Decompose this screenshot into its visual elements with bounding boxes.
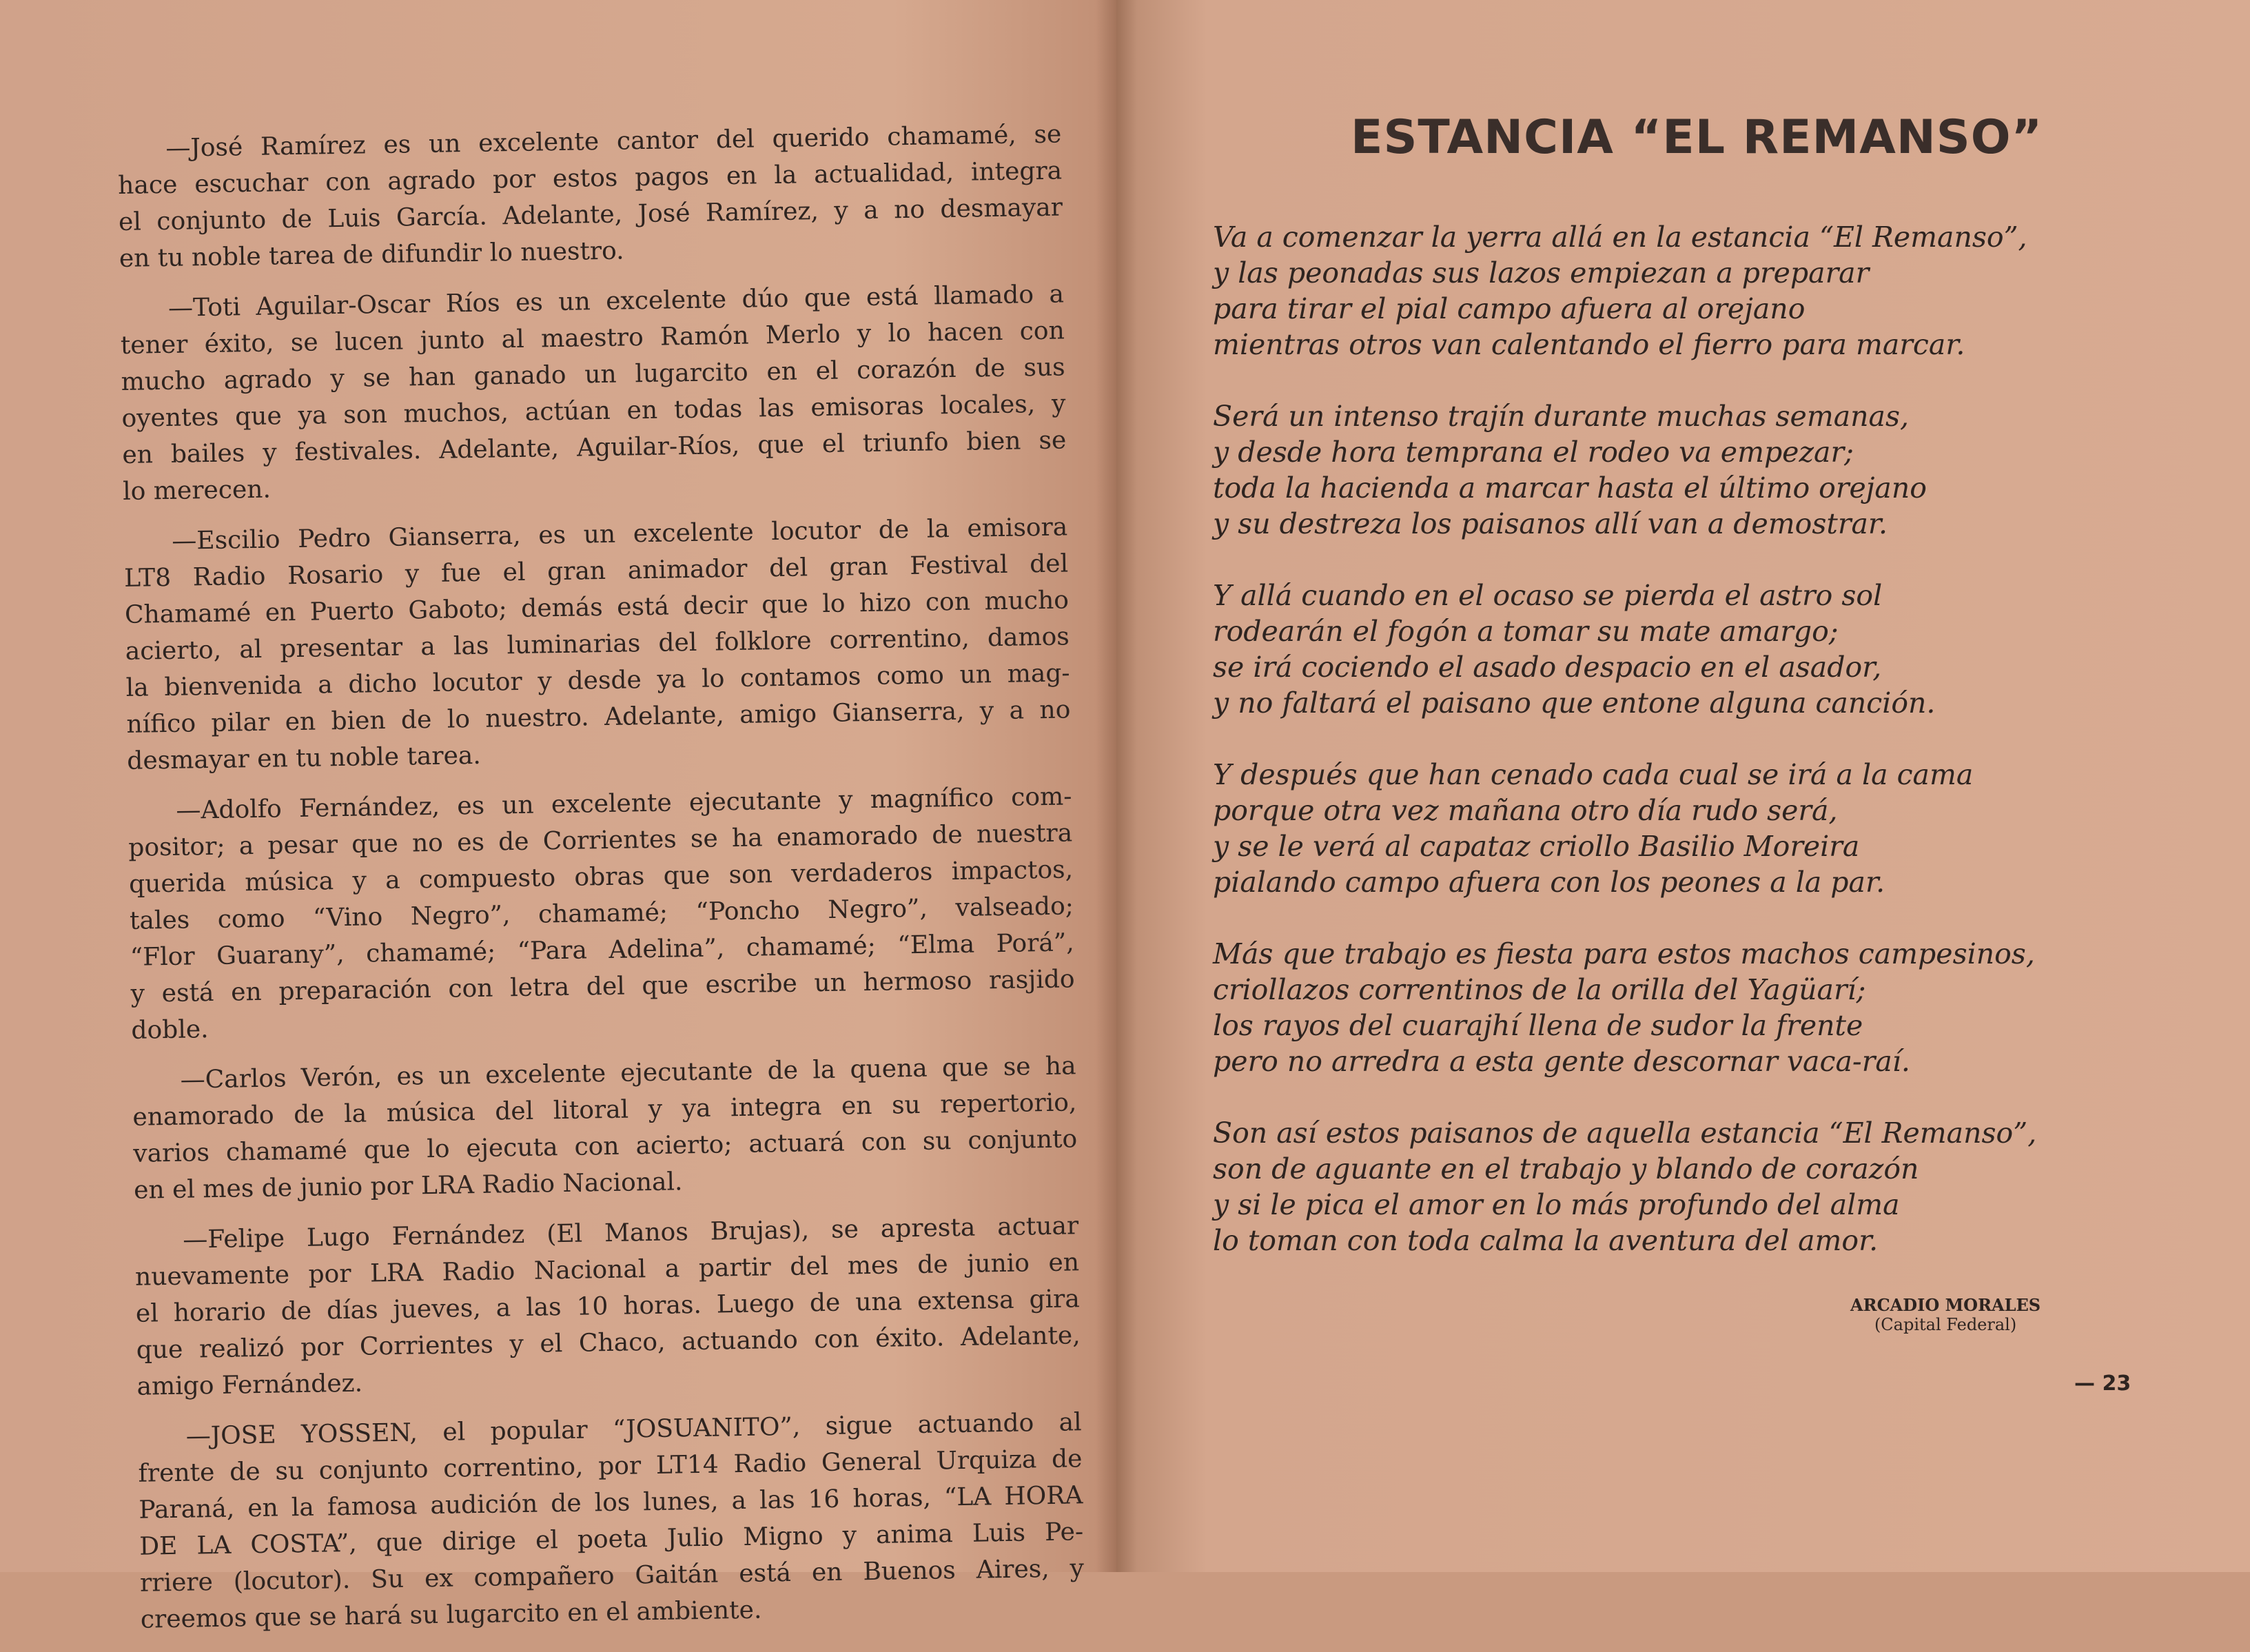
- text-line: en tu noble tarea de difundir lo nuestro.: [119, 236, 624, 273]
- text-line: mucho agrado y se han ganado un lugarcito en el corazón de sus: [121, 353, 1065, 396]
- text-line: oyentes que ya son muchos, actúan en todas las emisoras locales, y: [121, 389, 1066, 433]
- verse-line: pialando campo afuera con los peones a la par.: [1213, 866, 1885, 899]
- text-line: —JOSE YOSSEN, el popular “JOSUANITO”, sigue actuando al: [185, 1408, 1082, 1451]
- poem-title: ESTANCIA “EL REMANSO”: [1351, 110, 2043, 165]
- verse-line: lo toman con toda calma la aventura del amor.: [1213, 1224, 1879, 1257]
- left-page: [0, 0, 1116, 1634]
- text-line: Chamamé en Puerto Gaboto; demás está decir que lo hizo con mucho: [124, 586, 1070, 629]
- verse-line: para tirar el pial campo afuera al orejano: [1213, 292, 1806, 325]
- text-line: querida música y a compuesto obras que son verdaderos impactos,: [128, 855, 1074, 899]
- verse-line: los rayos del cuarajhí llena de sudor la frente: [1213, 1009, 1863, 1042]
- verse-line: y desde hora temprana el rodeo va empezar;: [1213, 436, 1854, 469]
- verse-line: Y después que han cenado cada cual se irá a la cama: [1213, 758, 1974, 791]
- text-line: nífico pilar en bien de lo nuestro. Adelante, amigo Gianserra, y a no: [126, 695, 1071, 739]
- text-line: —Carlos Verón, es un excelente ejecutante de la quena que se ha: [180, 1052, 1076, 1094]
- text-line: positor; a pesar que no es de Corrientes se ha enamorado de nuestra: [128, 819, 1073, 862]
- paragraph: [134, 1207, 1081, 1405]
- stanza: [1213, 398, 2036, 542]
- text-line: —Adolfo Fernández, es un excelente ejecutante y magnífico com-: [176, 782, 1072, 825]
- text-line: DE LA COSTA”, que dirige el poeta Julio Migno y anima Luis Pe-: [139, 1518, 1084, 1561]
- verse-line: Será un intenso trajín durante muchas semanas,: [1213, 400, 1910, 433]
- author-signature: [1850, 1296, 2041, 1334]
- text-line: Paraná, en la famosa audición de los lunes, a las 16 horas, “LA HORA: [139, 1481, 1083, 1524]
- page-number: — 23: [2074, 1371, 2131, 1396]
- text-line: creemos que se hará su lugarcito en el ambiente.: [140, 1595, 762, 1634]
- text-line: acierto, al presentar a las luminarias del folklore correntino, damos: [125, 622, 1070, 666]
- paragraph: [117, 116, 1063, 276]
- text-line: tener éxito, se lucen junto al maestro Ramón Merlo y lo hacen con: [120, 316, 1065, 360]
- text-line: amigo Fernández.: [136, 1369, 363, 1401]
- verse-line: criollazos correntinos de la orilla del Yagüarí;: [1213, 973, 1866, 1006]
- verse-line: mientras otros van calentando el fierro para marcar.: [1213, 328, 1965, 361]
- stanza: [1213, 936, 2036, 1079]
- text-line: LT8 Radio Rosario y fue el gran animador del gran Festival del: [123, 549, 1069, 593]
- paragraph: [123, 509, 1072, 779]
- stanza: [1213, 1115, 2036, 1258]
- author-place: (Capital Federal): [1874, 1315, 2017, 1334]
- text-line: lo merecen.: [122, 475, 272, 506]
- text-line: desmayar en tu noble tarea.: [127, 741, 482, 775]
- text-line: que realizó por Corrientes y el Chaco, actuando con éxito. Adelante,: [136, 1321, 1081, 1365]
- paragraph: [132, 1048, 1078, 1208]
- verse-line: Son así estos paisanos de aquella estancia “El Remanso”,: [1213, 1116, 2037, 1150]
- verse-line: porque otra vez mañana otro día rudo será,: [1213, 794, 1838, 827]
- verse-line: y no faltará el paisano que entone alguna canción.: [1213, 686, 1936, 720]
- text-line: hace escuchar con agrado por estos pagos en la actualidad, integra: [117, 156, 1063, 200]
- text-line: en el mes de junio por LRA Radio Nacional.: [133, 1167, 683, 1205]
- stanza: [1213, 757, 2036, 900]
- text-line: —Escilio Pedro Gianserra, es un excelente locutor de la emisora: [172, 513, 1068, 555]
- text-line: —Felipe Lugo Fernández (El Manos Brujas), se apresta actuar: [182, 1212, 1079, 1254]
- verse-line: y si le pica el amor en lo más profundo del alma: [1213, 1188, 1900, 1221]
- text-line: rriere (locutor). Su ex compañero Gaitán está en Buenos Aires, y: [139, 1554, 1085, 1598]
- text-line: la bienvenida a dicho locutor y desde ya lo contamos como un mag-: [125, 659, 1070, 702]
- text-line: frente de su conjunto correntino, por LT14 Radio General Urquiza de: [138, 1445, 1083, 1488]
- text-line: el conjunto de Luis García. Adelante, José Ramírez, y a no desmayar: [118, 193, 1063, 236]
- text-line: tales como “Vino Negro”, chamamé; “Poncho Negro”, valseado;: [129, 892, 1074, 935]
- verse-line: y las peonadas sus lazos empiezan a preparar: [1213, 256, 1870, 289]
- verse-line: toda la hacienda a marcar hasta el último orejano: [1213, 471, 1927, 504]
- verse-line: Y allá cuando en el ocaso se pierda el astro sol: [1213, 579, 1883, 612]
- paragraph: [127, 778, 1076, 1048]
- verse-line: Más que trabajo es fiesta para estos machos campesinos,: [1213, 937, 2035, 970]
- author-name: ARCADIO MORALES: [1850, 1295, 2041, 1315]
- text-line: enamorado de la música del litoral y ya integra en su repertorio,: [132, 1088, 1077, 1132]
- text-line: nuevamente por LRA Radio Nacional a partir del mes de junio en: [134, 1248, 1080, 1292]
- paragraph: [137, 1404, 1085, 1638]
- verse-line: pero no arredra a esta gente descornar vaca-raí.: [1213, 1045, 1910, 1078]
- text-line: doble.: [131, 1015, 209, 1045]
- verse-line: Va a comenzar la yerra allá en la estancia “El Remanso”,: [1213, 221, 2027, 254]
- verse-line: son de aguante en el trabajo y blando de corazón: [1213, 1152, 1919, 1185]
- verse-line: y su destreza los paisanos allí van a demostrar.: [1213, 507, 1888, 540]
- text-line: el horario de días jueves, a las 10 horas. Luego de una extensa gira: [135, 1285, 1081, 1328]
- book-gutter: [1096, 0, 1137, 1572]
- text-line: en bailes y festivales. Adelante, Aguilar-Ríos, que el triunfo bien se: [122, 426, 1067, 469]
- text-line: “Flor Guarany”, chamamé; “Para Adelina”, chamamé; “Elma Porá”,: [130, 928, 1074, 972]
- left-page-text: [117, 116, 1085, 1651]
- text-line: varios chamamé que lo ejecuta con acierto; actuará con su conjunto: [132, 1125, 1078, 1168]
- text-line: y está en preparación con letra del que escribe un hermoso rasjido: [130, 965, 1075, 1008]
- verse-line: y se le verá al capataz criollo Basilio Moreira: [1213, 830, 1860, 863]
- stanza: [1213, 578, 2036, 721]
- poem-body: [1213, 219, 2036, 1294]
- paragraph: [120, 276, 1067, 509]
- stanza: [1213, 219, 2036, 363]
- verse-line: se irá cociendo el asado despacio en el asador,: [1213, 651, 1882, 684]
- text-line: —Toti Aguilar-Oscar Ríos es un excelente dúo que está llamado a: [167, 280, 1065, 323]
- text-line: —José Ramírez es un excelente cantor del querido chamamé, se: [165, 120, 1062, 163]
- verse-line: rodearán el fogón a tomar su mate amargo;: [1213, 615, 1839, 648]
